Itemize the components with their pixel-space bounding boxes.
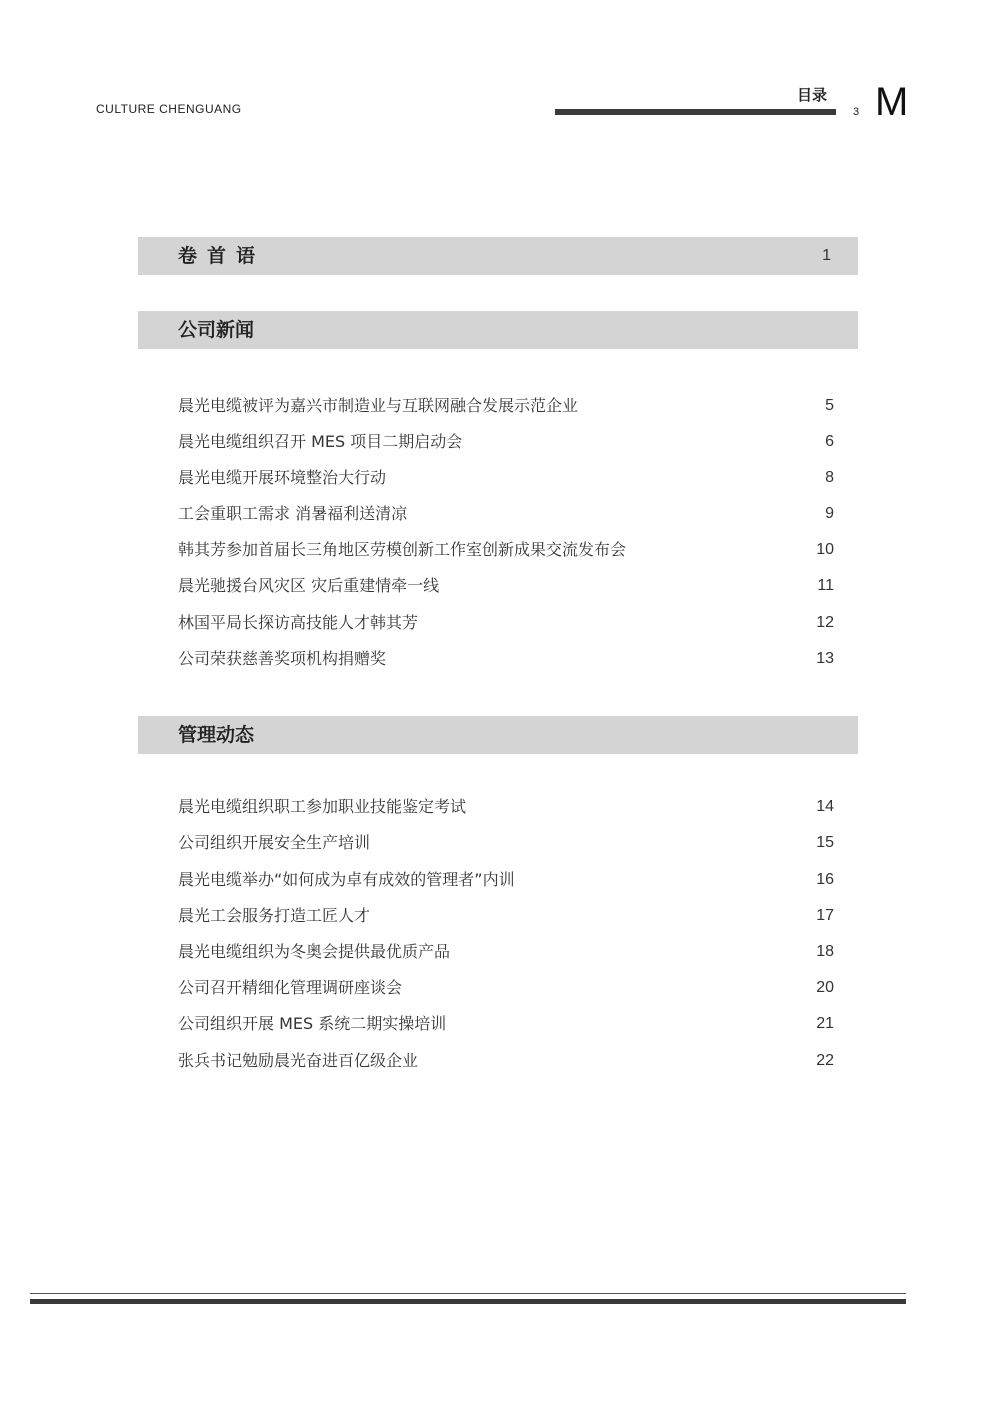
page-title: 目录 <box>797 86 828 104</box>
entry-title: 张兵书记勉励晨光奋进百亿级企业 <box>178 1051 419 1070</box>
entry-page: 18 <box>816 943 834 960</box>
toc-entry[interactable] <box>178 572 834 600</box>
entry-page: 11 <box>817 577 834 594</box>
entry-title: 晨光电缆举办“如何成为卓有成效的管理者”内训 <box>178 870 515 889</box>
section-title: 公司新闻 <box>178 319 255 341</box>
entry-title: 工会重职工需求 消暑福利送清凉 <box>178 504 408 523</box>
entry-title: 晨光电缆组织召开 MES 项目二期启动会 <box>178 432 463 451</box>
entry-page: 8 <box>825 469 834 486</box>
toc-entry[interactable] <box>178 609 834 637</box>
entry-page: 21 <box>816 1015 834 1032</box>
entry-page: 15 <box>816 834 834 851</box>
entry-title: 公司组织开展 MES 系统二期实操培训 <box>178 1014 447 1033</box>
toc-entry[interactable] <box>178 866 834 894</box>
entry-title: 公司召开精细化管理调研座谈会 <box>178 978 403 997</box>
entry-title: 晨光电缆组织职工参加职业技能鉴定考试 <box>178 797 467 816</box>
entry-page: 16 <box>816 871 834 888</box>
toc-entry[interactable] <box>178 500 834 528</box>
entry-page: 22 <box>816 1052 834 1069</box>
entry-page: 17 <box>816 907 834 924</box>
brand-name: CULTURE CHENGUANG <box>96 102 242 116</box>
toc-entry[interactable] <box>178 902 834 930</box>
toc-entry[interactable] <box>178 1047 834 1075</box>
section-title: 管理动态 <box>178 724 255 746</box>
entry-page: 10 <box>816 541 834 558</box>
entry-title: 林国平局长探访高技能人才韩其芳 <box>178 613 419 632</box>
page-number: 3 <box>853 106 860 118</box>
toc-entry[interactable] <box>178 536 834 564</box>
footer-rule-thick <box>30 1299 906 1304</box>
entry-title: 公司荣获慈善奖项机构捐赠奖 <box>178 649 387 668</box>
toc-entry[interactable] <box>178 793 834 821</box>
entry-page: 20 <box>816 979 834 996</box>
section-header-preface[interactable] <box>138 237 858 275</box>
entry-page: 14 <box>816 798 834 815</box>
section-page: 1 <box>822 247 831 264</box>
entry-title: 晨光电缆开展环境整治大行动 <box>178 468 387 487</box>
section-letter: M <box>875 80 909 124</box>
section-header-management-news <box>138 716 858 754</box>
footer-rule-thin <box>30 1293 906 1294</box>
entry-title: 晨光电缆组织为冬奥会提供最优质产品 <box>178 942 451 961</box>
entry-title: 晨光驰援台风灾区 灾后重建情牵一线 <box>178 576 440 595</box>
entry-page: 13 <box>816 650 834 667</box>
entry-title: 韩其芳参加首届长三角地区劳模创新工作室创新成果交流发布会 <box>178 540 627 559</box>
toc-entry[interactable] <box>178 645 834 673</box>
entry-title: 公司组织开展安全生产培训 <box>178 833 371 852</box>
entry-title: 晨光工会服务打造工匠人才 <box>178 906 371 925</box>
entry-title: 晨光电缆被评为嘉兴市制造业与互联网融合发展示范企业 <box>178 396 579 415</box>
entry-page: 6 <box>825 433 834 450</box>
toc-entry[interactable] <box>178 938 834 966</box>
entry-page: 9 <box>825 505 834 522</box>
section-title: 卷首语 <box>178 245 266 267</box>
entry-page: 12 <box>816 614 834 631</box>
section-header-company-news <box>138 311 858 349</box>
entry-page: 5 <box>825 397 834 414</box>
toc-entry[interactable] <box>178 829 834 857</box>
header-rule <box>555 109 836 115</box>
toc-entry[interactable] <box>178 392 834 420</box>
toc-entry[interactable] <box>178 428 834 456</box>
toc-entry[interactable] <box>178 464 834 492</box>
toc-entry[interactable] <box>178 1010 834 1038</box>
toc-entry[interactable] <box>178 974 834 1002</box>
